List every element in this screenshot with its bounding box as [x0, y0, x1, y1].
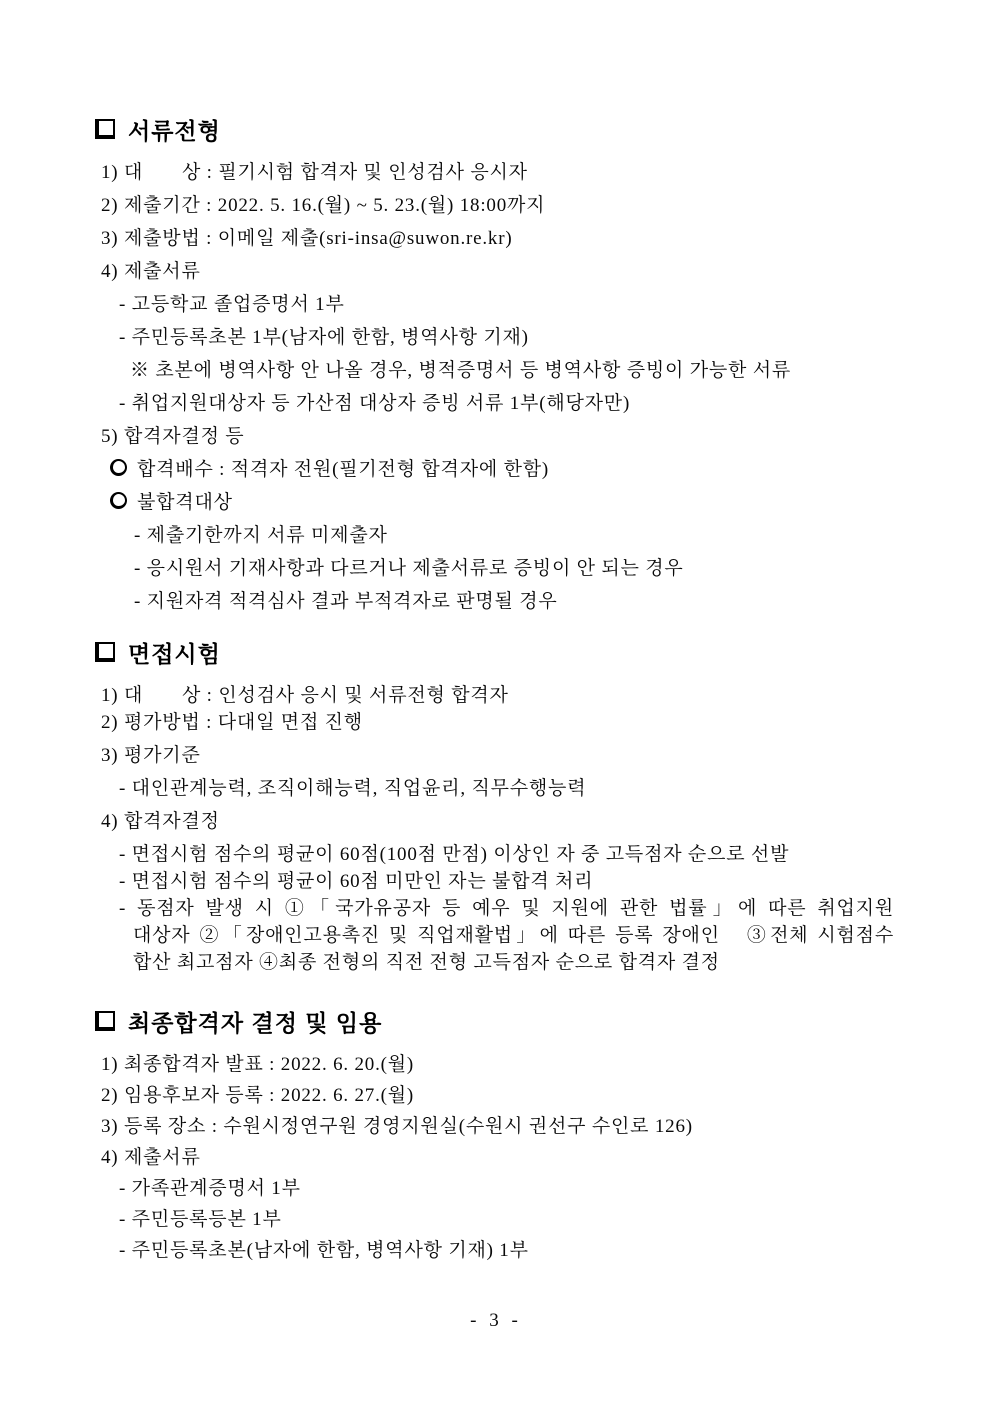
list-item-text: 불합격대상: [137, 492, 233, 513]
circle-bullet-icon: [110, 492, 127, 509]
list-item-text: 합격배수 : 적격자 전원(필기전형 합격자에 한함): [137, 459, 550, 480]
section-final-decision-appointment: [0, 1008, 992, 1262]
list-item-continuation: 대상자 ②「장애인고용촉진 및 직업재활법」에 따른 등록 장애인 ③전체 시험점수: [133, 925, 894, 946]
square-bullet-icon: [95, 642, 115, 662]
list-item-continuation: 합산 최고점자 ④최종 전형의 직전 전형 고득점자 순으로 합격자 결정: [133, 952, 720, 973]
list-item: - 주민등록초본(남자에 한함, 병역사항 기재) 1부: [119, 1240, 529, 1261]
list-item: - 제출기한까지 서류 미제출자: [134, 525, 388, 546]
list-item: - 응시원서 기재사항과 다르거나 제출서류로 증빙이 안 되는 경우: [134, 558, 684, 579]
square-bullet-icon: [95, 119, 115, 139]
list-item: 4) 제출서류: [101, 261, 201, 282]
list-item: - 고등학교 졸업증명서 1부: [119, 294, 345, 315]
square-bullet-icon: [95, 1011, 115, 1031]
list-item: 3) 등록 장소 : 수원시정연구원 경영지원실(수원시 권선구 수인로 126): [101, 1116, 693, 1137]
list-item: [0, 459, 992, 481]
section-title-text: 면접시험: [128, 640, 221, 667]
list-item: 1) 대 상 : 인성검사 응시 및 서류전형 합격자: [101, 685, 509, 706]
section-title-text: 최종합격자 결정 및 임용: [128, 1009, 383, 1036]
list-item: [0, 492, 992, 514]
list-item: - 취업지원대상자 등 가산점 대상자 증빙 서류 1부(해당자만): [119, 393, 631, 414]
list-item: - 주민등록등본 1부: [119, 1209, 282, 1230]
list-item: 3) 평가기준: [101, 745, 201, 766]
list-item: 2) 임용후보자 등록 : 2022. 6. 27.(월): [101, 1085, 415, 1106]
page-number: - 3 -: [470, 1310, 522, 1331]
section-title-final-decision: [0, 1008, 992, 1034]
list-item: 5) 합격자결정 등: [101, 426, 245, 447]
section-document-screening: [0, 116, 992, 613]
section-title-interview-exam: [0, 639, 992, 665]
circle-bullet-icon: [110, 459, 127, 476]
list-item: - 면접시험 점수의 평균이 60점(100점 만점) 이상인 자 중 고득점자 순으로 선발: [119, 844, 790, 865]
list-item: 4) 합격자결정: [101, 811, 220, 832]
list-item: - 동점자 발생 시 ①「국가유공자 등 예우 및 지원에 관한 법률」에 따른 취업지원: [119, 898, 894, 919]
list-item: - 면접시험 점수의 평균이 60점 미만인 자는 불합격 처리: [119, 871, 594, 892]
section-interview-exam: [0, 639, 992, 974]
list-item: 4) 제출서류: [101, 1147, 201, 1168]
section-title-text: 서류전형: [128, 117, 221, 144]
list-item: - 가족관계증명서 1부: [119, 1178, 301, 1199]
note-item: ※ 초본에 병역사항 안 나올 경우, 병적증명서 등 병역사항 증빙이 가능한 서류: [130, 360, 792, 381]
section-title-document-screening: [0, 116, 992, 142]
list-item: 1) 최종합격자 발표 : 2022. 6. 20.(월): [101, 1054, 415, 1075]
list-item: 2) 제출기간 : 2022. 5. 16.(월) ~ 5. 23.(월) 18:00까지: [101, 195, 546, 216]
list-item: - 대인관계능력, 조직이해능력, 직업윤리, 직무수행능력: [119, 778, 587, 799]
list-item: 2) 평가방법 : 다대일 면접 진행: [101, 712, 363, 733]
list-item: - 지원자격 적격심사 결과 부적격자로 판명될 경우: [134, 591, 558, 612]
list-item: - 주민등록초본 1부(남자에 한함, 병역사항 기재): [119, 327, 529, 348]
list-item: 3) 제출방법 : 이메일 제출(sri-insa@suwon.re.kr): [101, 228, 513, 249]
list-item: 1) 대 상 : 필기시험 합격자 및 인성검사 응시자: [101, 162, 528, 183]
